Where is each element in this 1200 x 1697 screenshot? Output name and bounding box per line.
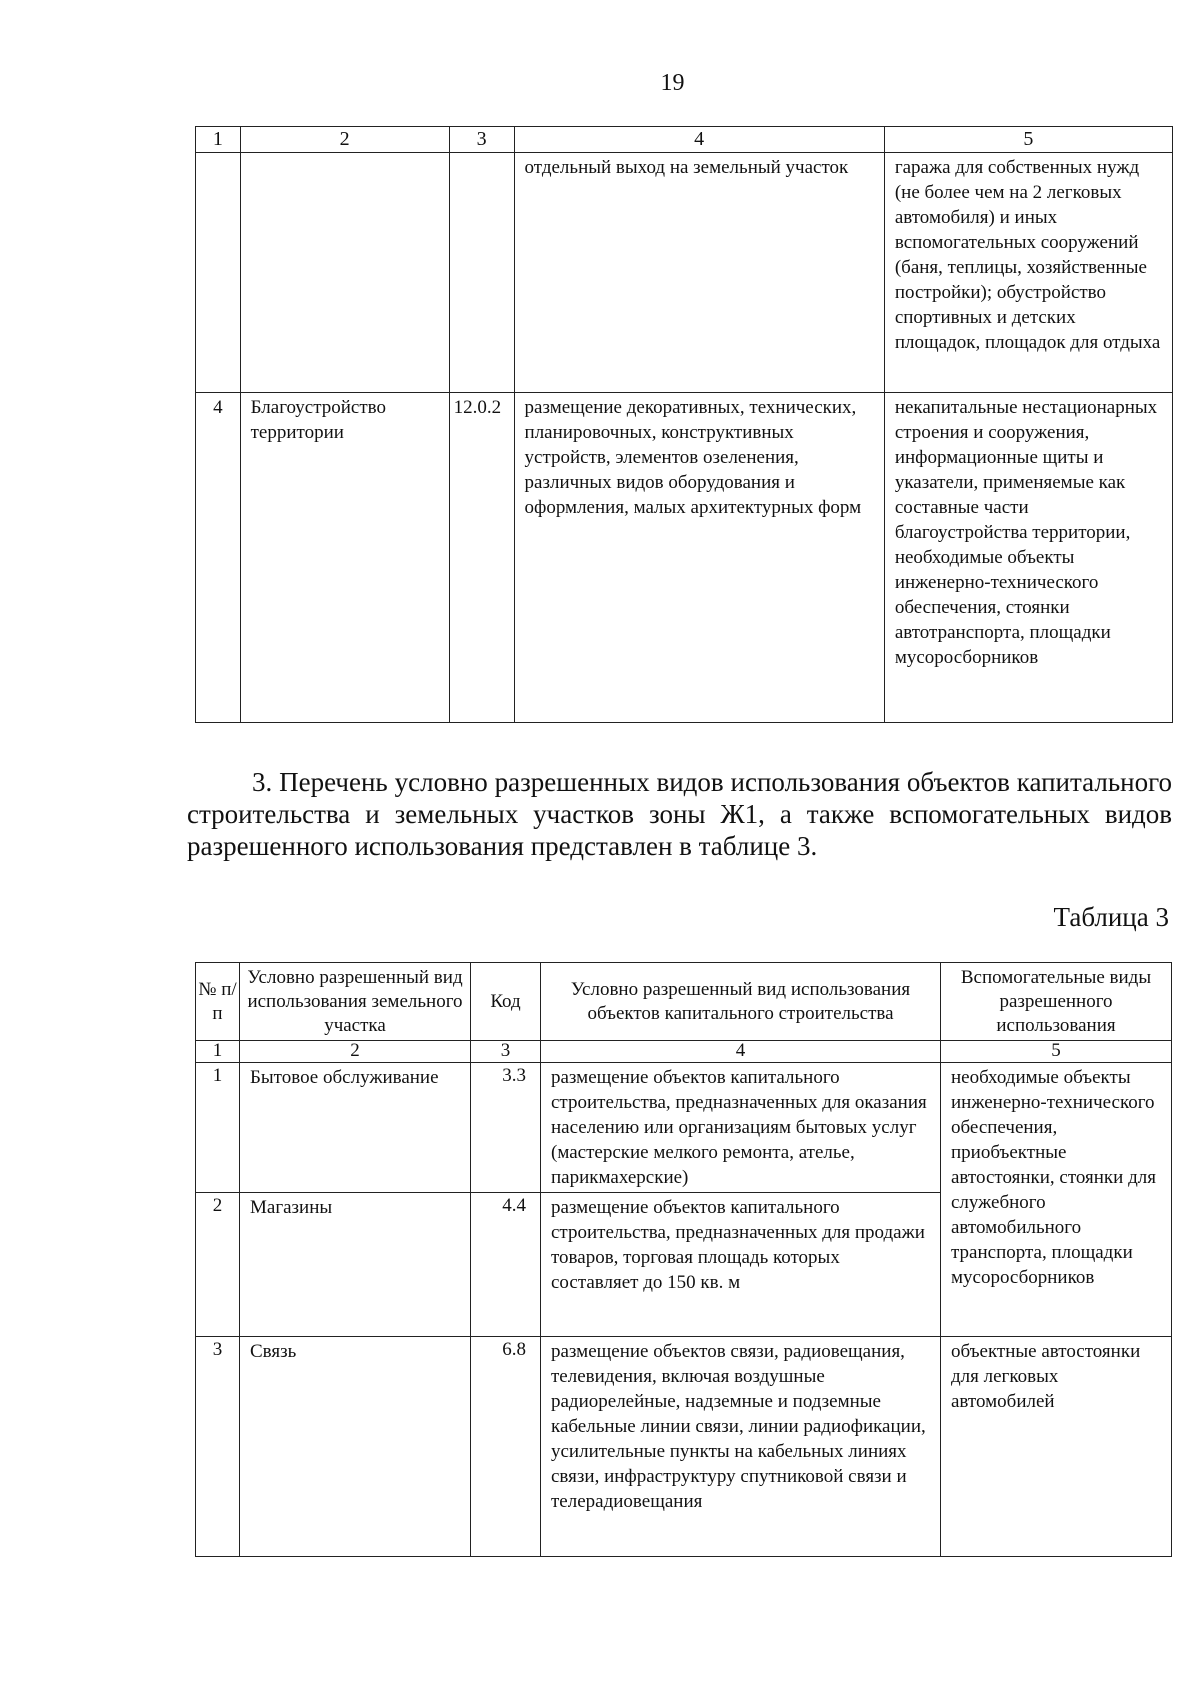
- land-use-name: Магазины: [240, 1193, 471, 1337]
- column-number: 4: [541, 1041, 941, 1063]
- use-description: размещение объектов связи, радиовещания, телевидения, включая воздушные радиорелейные, надземные и подземные кабельные линии связи, линии радиофикации, усилительные пункты на кабельных линиях связи, инфраструктуру спутниковой связи и телерадиовещания: [541, 1337, 941, 1557]
- table-numbering-row: [196, 127, 1173, 153]
- header-code: Код: [471, 963, 541, 1041]
- use-description: отдельный выход на земельный участок: [514, 153, 884, 393]
- section-paragraph: 3. Перечень условно разрешенных видов использования объектов капитального строительства и земельных участков зоны Ж1, а также вспомогательных видов разрешенного использования представлен в таблице 3.: [187, 767, 1172, 861]
- table-3: [195, 962, 1172, 1557]
- column-number: 4: [514, 127, 884, 153]
- table-header-row: [196, 963, 1172, 1041]
- auxiliary-use: некапитальные нестационарных строения и сооружения, информационные щиты и указатели, применяемые как составные части благоустройства территории, необходимые объекты инженерно-технического обеспечения, стоянки автотранспорта, площадки мусоросборников: [884, 393, 1172, 723]
- land-use-name: [240, 153, 449, 393]
- table-row: [196, 1063, 1172, 1193]
- land-use-name: Бытовое обслуживание: [240, 1063, 471, 1193]
- use-code: 12.0.2: [449, 393, 514, 723]
- header-capital-use: Условно разрешенный вид использования объектов капитального строительства: [541, 963, 941, 1041]
- use-description: размещение объектов капитального строительства, предназначенных для продажи товаров, торговая площадь которых составляет до 150 кв. м: [541, 1193, 941, 1337]
- row-number: 1: [196, 1063, 240, 1193]
- table-row: [196, 393, 1173, 723]
- table-caption: Таблица 3: [1053, 902, 1169, 932]
- row-number: 3: [196, 1337, 240, 1557]
- continued-table: [195, 126, 1173, 723]
- use-code: 3.3: [471, 1063, 541, 1193]
- auxiliary-use: объектные автостоянки для легковых автомобилей: [941, 1337, 1172, 1557]
- use-description: размещение декоративных, технических, планировочных, конструктивных устройств, элементов озеленения, различных видов оборудования и оформления, малых архитектурных форм: [514, 393, 884, 723]
- column-number: 2: [240, 127, 449, 153]
- header-number: № п/п: [196, 963, 240, 1041]
- column-number: 3: [449, 127, 514, 153]
- column-number: 3: [471, 1041, 541, 1063]
- table-row: [196, 153, 1173, 393]
- column-number: 5: [884, 127, 1172, 153]
- header-auxiliary: Вспомогательные виды разрешенного использования: [941, 963, 1172, 1041]
- row-number: 4: [196, 393, 241, 723]
- header-land-use: Условно разрешенный вид использования земельного участка: [240, 963, 471, 1041]
- column-number: 2: [240, 1041, 471, 1063]
- column-number: 1: [196, 127, 241, 153]
- row-number: [196, 153, 241, 393]
- column-number: 5: [941, 1041, 1172, 1063]
- use-code: [449, 153, 514, 393]
- column-number: 1: [196, 1041, 240, 1063]
- use-code: 6.8: [471, 1337, 541, 1557]
- use-code: 4.4: [471, 1193, 541, 1337]
- row-number: 2: [196, 1193, 240, 1337]
- page-number: 19: [660, 70, 685, 96]
- use-description: размещение объектов капитального строительства, предназначенных для оказания населению или организациям бытовых услуг (мастерские мелкого ремонта, ателье, парикмахерские): [541, 1063, 941, 1193]
- table-row: [196, 1337, 1172, 1557]
- auxiliary-use: необходимые объекты инженерно-технического обеспечения, приобъектные автостоянки, стоянки для служебного автомобильного транспорта, площадки мусоросборников: [941, 1063, 1172, 1337]
- land-use-name: Благоустройство территории: [240, 393, 449, 723]
- table-numbering-row: [196, 1041, 1172, 1063]
- auxiliary-use: гаража для собственных нужд (не более чем на 2 легковых автомобиля) и иных вспомогательных сооружений (баня, теплицы, хозяйственные постройки); обустройство спортивных и детских площадок, площадок для отдыха: [884, 153, 1172, 393]
- land-use-name: Связь: [240, 1337, 471, 1557]
